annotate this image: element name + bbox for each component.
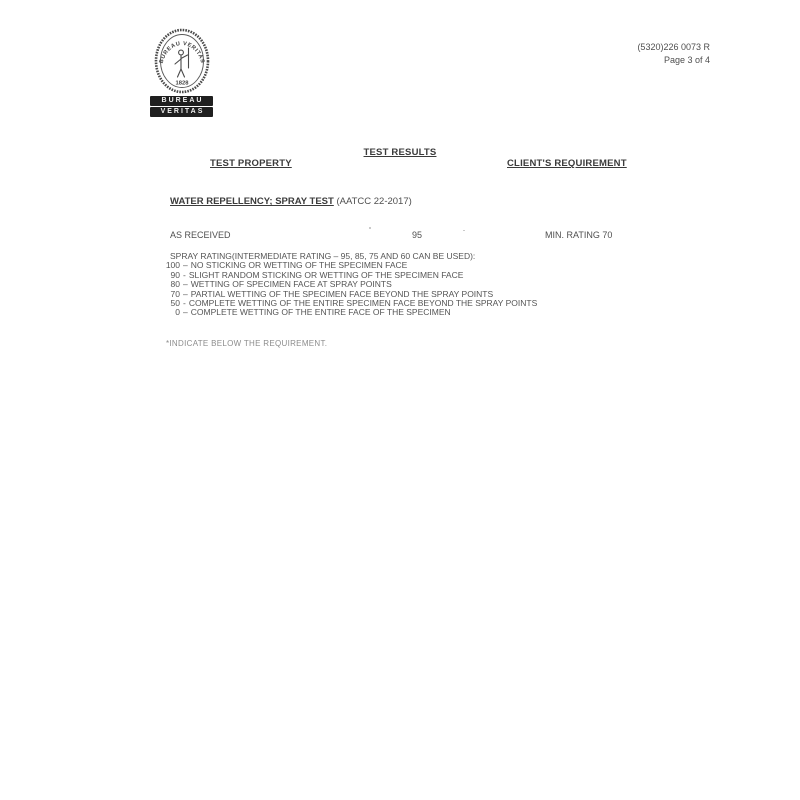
rating-value: 70 (170, 288, 180, 299)
result-property: AS RECEIVED (170, 230, 231, 240)
rating-description: WETTING OF SPECIMEN FACE AT SPRAY POINTS (190, 279, 392, 290)
rating-separator: – (183, 279, 188, 290)
bureau-veritas-logo (150, 28, 213, 117)
document-header (637, 41, 710, 67)
rating-separator: – (183, 288, 188, 299)
seal-figure-icon (175, 48, 189, 77)
rating-separator: - (183, 269, 186, 280)
bureau-veritas-seal-icon (154, 28, 210, 94)
section-title-text: WATER REPELLENCY; SPRAY TEST (170, 196, 334, 207)
logo-bar-bureau: BUREAU (150, 96, 213, 106)
header-test-results: TEST RESULTS (363, 147, 437, 158)
logo-bar-veritas: VERITAS (150, 107, 213, 117)
page-number: Page 3 of 4 (663, 55, 710, 65)
rating-value: 50 (170, 298, 180, 309)
document-number: (5320)226 0073 R (637, 42, 710, 52)
rating-value: 90 (170, 269, 180, 280)
rating-separator: - (183, 298, 186, 309)
rating-description: COMPLETE WETTING OF THE ENTIRE SPECIMEN FACE BEYOND THE SPRAY POINTS (188, 298, 538, 309)
footnote: *INDICATE BELOW THE REQUIREMENT. (166, 339, 328, 348)
rating-line (164, 308, 537, 317)
section-test-method: (AATCC 22-2017) (336, 196, 412, 207)
rating-separator: – (183, 260, 188, 271)
rating-description: PARTIAL WETTING OF THE SPECIMEN FACE BEYOND THE SPRAY POINTS (190, 288, 494, 299)
rating-separator: – (183, 307, 188, 318)
spray-rating-scale (164, 252, 537, 318)
rating-value: 100 (165, 260, 180, 271)
rating-value: 0 (175, 307, 180, 318)
seal-year: 1828 (175, 80, 188, 87)
section-title (170, 196, 412, 207)
rating-description: COMPLETE WETTING OF THE ENTIRE FACE OF THE SPECIMEN (190, 307, 451, 318)
header-test-property: TEST PROPERTY (210, 158, 292, 169)
rating-value: 80 (170, 279, 180, 290)
spray-rating-heading: SPRAY RATING(INTERMEDIATE RATING – 95, 85, 75 AND 60 CAN BE USED): (170, 251, 476, 261)
logo-wordmark (150, 96, 213, 117)
result-requirement: MIN. RATING 70 (545, 230, 613, 240)
seal-arc-text: BUREAU VERITAS (158, 40, 205, 65)
rating-description: SLIGHT RANDOM STICKING OR WETTING OF THE SPECIMEN FACE (188, 269, 464, 280)
scan-speck (369, 227, 371, 229)
result-value: 95 (412, 230, 423, 240)
rating-description: NO STICKING OR WETTING OF THE SPECIMEN FACE (190, 260, 408, 271)
scan-speck (463, 230, 465, 231)
header-clients-requirement: CLIENT'S REQUIREMENT (507, 158, 627, 169)
